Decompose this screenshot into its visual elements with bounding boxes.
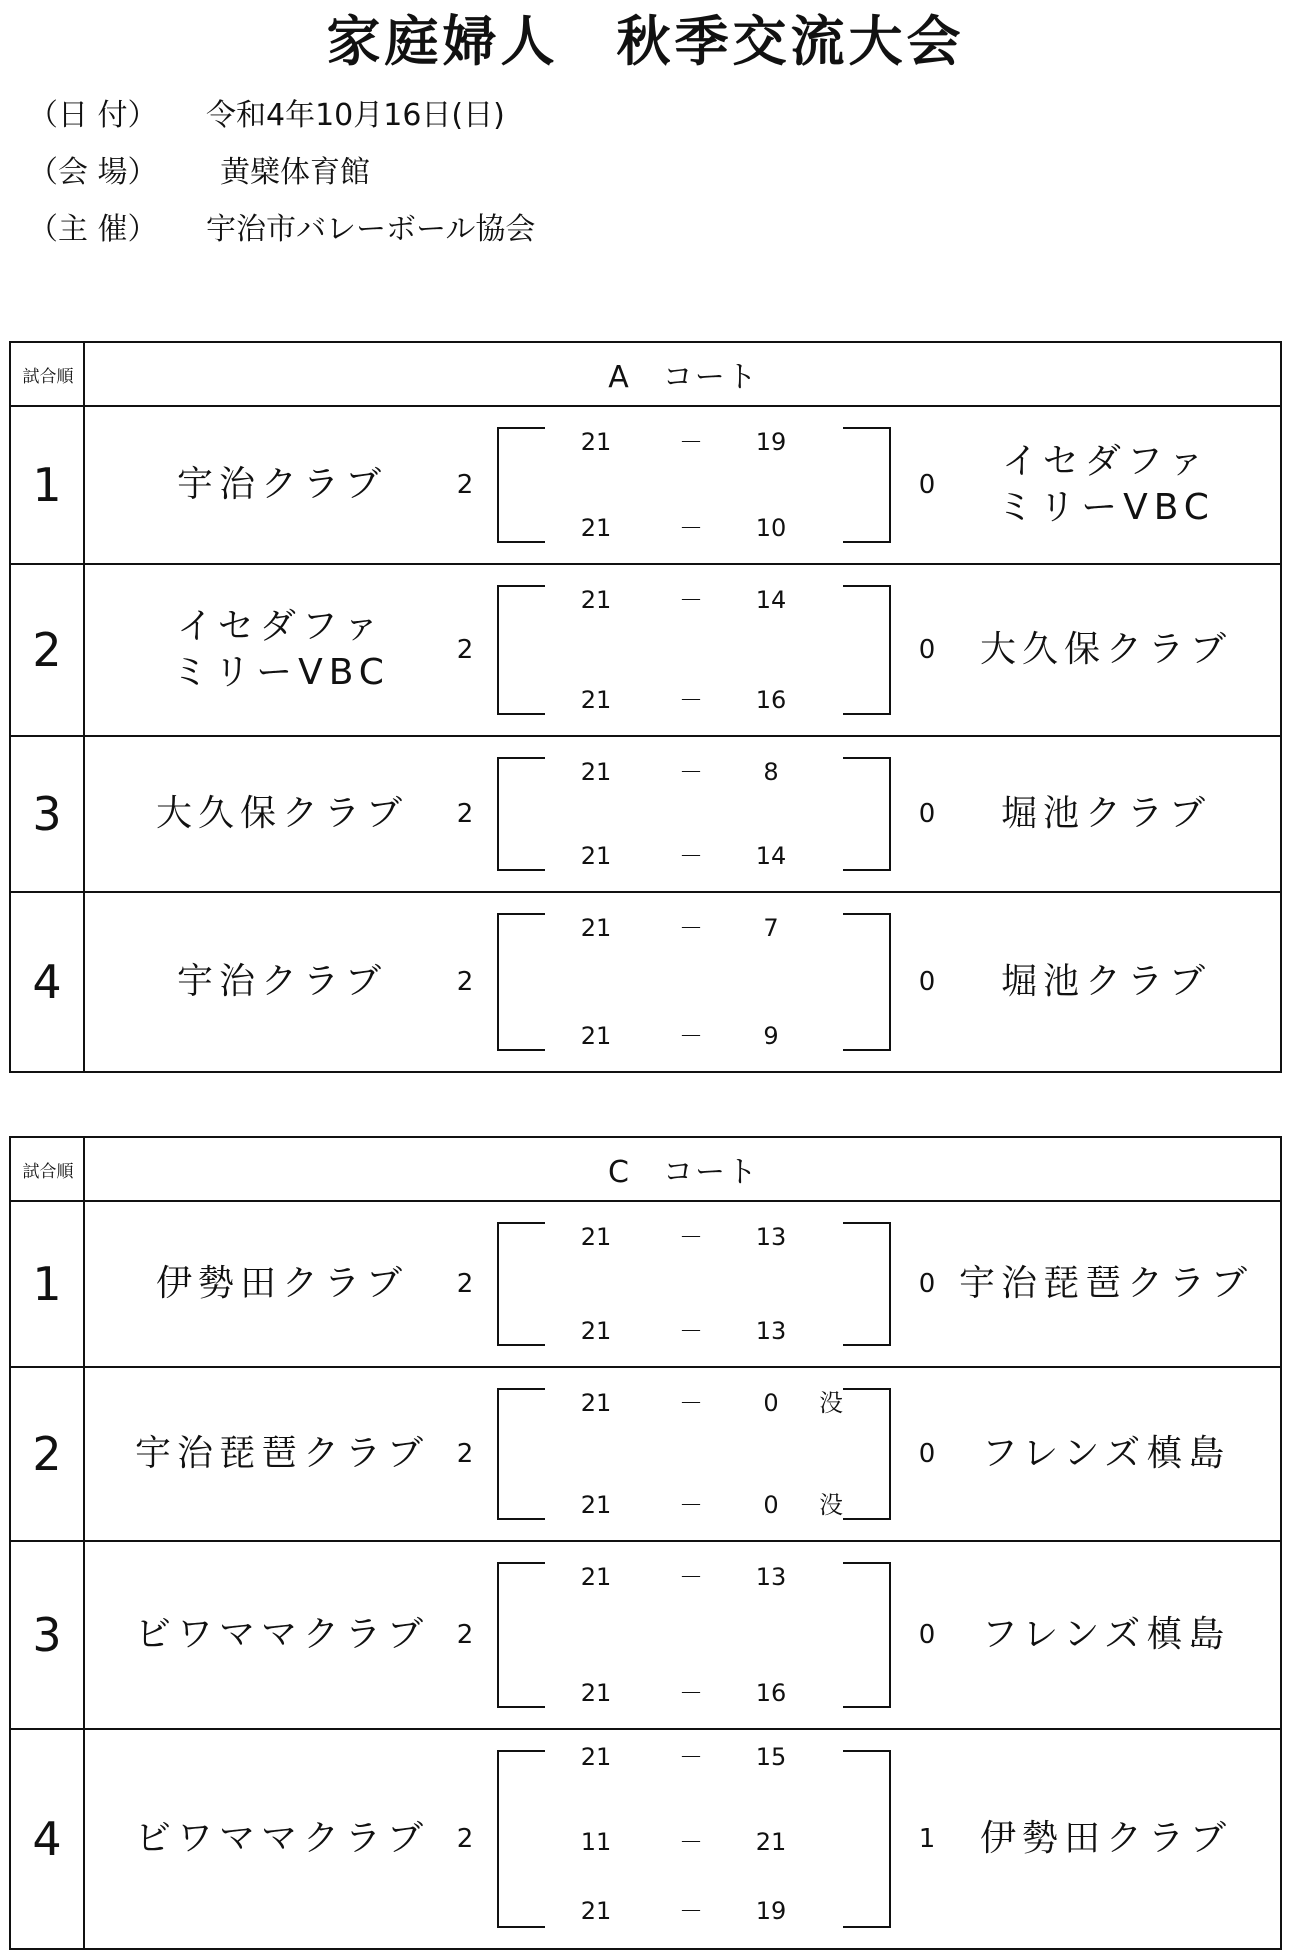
team-left: 大久保クラブ xyxy=(155,793,408,834)
score-left: 11 xyxy=(580,1828,612,1856)
info-date xyxy=(28,96,505,136)
score-left: 21 xyxy=(580,1679,612,1707)
court-header xyxy=(11,343,1280,407)
score-left: 21 xyxy=(580,758,612,786)
match-row xyxy=(11,407,1280,565)
score-dash: － xyxy=(679,1389,703,1417)
page-title: 家庭婦人 秋季交流大会 xyxy=(326,10,965,73)
score-dash: － xyxy=(679,586,703,614)
set-score xyxy=(571,685,871,715)
team-right: イセダファミリーVBC xyxy=(997,441,1215,528)
score-dash: － xyxy=(679,1743,703,1771)
set-score xyxy=(571,1827,871,1857)
score-right: 7 xyxy=(763,914,779,942)
sets-won-right: 0 xyxy=(918,1439,936,1469)
team-right: フレンズ槙島 xyxy=(981,1614,1231,1655)
match-row xyxy=(11,1202,1280,1368)
score-left: 21 xyxy=(580,686,612,714)
sets-won-left: 2 xyxy=(456,635,474,665)
score-dash: － xyxy=(679,1679,703,1707)
sets-won-left: 2 xyxy=(456,1824,474,1854)
team-left: 伊勢田クラブ xyxy=(155,1263,408,1304)
bracket-left xyxy=(497,1562,545,1708)
set-score xyxy=(571,913,871,943)
score-left: 21 xyxy=(580,1317,612,1345)
score-dash: － xyxy=(679,1491,703,1519)
score-right: 13 xyxy=(755,1223,787,1251)
order-column-label: 試合順 xyxy=(22,366,74,387)
match-order: 2 xyxy=(32,1427,62,1481)
score-dash: － xyxy=(679,514,703,542)
score-left: 21 xyxy=(580,914,612,942)
bracket-left xyxy=(497,1388,545,1520)
score-note: 没 xyxy=(819,1389,843,1417)
match-row xyxy=(11,565,1280,737)
sets-won-left: 2 xyxy=(456,1439,474,1469)
score-dash: － xyxy=(679,1897,703,1925)
sets-won-left: 2 xyxy=(456,470,474,500)
set-score xyxy=(571,1678,871,1708)
score-right: 21 xyxy=(755,1828,787,1856)
set-score xyxy=(571,1021,871,1051)
score-left: 21 xyxy=(580,1491,612,1519)
set-score xyxy=(571,1222,871,1252)
score-left: 21 xyxy=(580,1389,612,1417)
team-right: 伊勢田クラブ xyxy=(979,1818,1232,1859)
info-host xyxy=(28,210,535,250)
team-left: ビワママクラブ xyxy=(134,1614,429,1655)
sets-won-left: 2 xyxy=(456,799,474,829)
info-value: 宇治市バレーボール協会 xyxy=(206,212,536,247)
team-left: 宇治クラブ xyxy=(176,961,387,1002)
team-right: 堀池クラブ xyxy=(1000,793,1211,834)
score-dash: － xyxy=(679,1317,703,1345)
score-left: 21 xyxy=(580,1022,612,1050)
sets-won-right: 0 xyxy=(918,799,936,829)
match-order: 4 xyxy=(32,955,62,1009)
score-right: 19 xyxy=(755,428,787,456)
sets-won-right: 0 xyxy=(918,967,936,997)
match-row xyxy=(11,1730,1280,1948)
set-score xyxy=(571,427,871,457)
match-row xyxy=(11,1542,1280,1730)
match-order: 2 xyxy=(32,623,62,677)
score-right: 0 xyxy=(763,1389,779,1417)
score-dash: － xyxy=(679,1022,703,1050)
set-score xyxy=(571,1388,871,1418)
set-score xyxy=(571,757,871,787)
sets-won-right: 0 xyxy=(918,470,936,500)
match-order: 3 xyxy=(32,787,62,841)
info-venue xyxy=(28,153,370,193)
score-left: 21 xyxy=(580,428,612,456)
bracket-left xyxy=(497,427,545,543)
score-right: 9 xyxy=(763,1022,779,1050)
match-order: 4 xyxy=(32,1812,62,1866)
score-right: 10 xyxy=(755,514,787,542)
score-note: 没 xyxy=(819,1491,843,1519)
score-right: 8 xyxy=(763,758,779,786)
info-value: 令和4年10月16日(日) xyxy=(206,98,505,133)
score-dash: － xyxy=(679,428,703,456)
score-dash: － xyxy=(679,686,703,714)
court-header xyxy=(11,1138,1280,1202)
score-right: 19 xyxy=(755,1897,787,1925)
match-row xyxy=(11,1368,1280,1542)
team-right: フレンズ槙島 xyxy=(981,1433,1231,1474)
score-left: 21 xyxy=(580,1743,612,1771)
court-c-table xyxy=(9,1136,1282,1950)
score-dash: － xyxy=(679,914,703,942)
score-right: 13 xyxy=(755,1563,787,1591)
team-left: イセダファミリーVBC xyxy=(172,606,390,693)
score-left: 21 xyxy=(580,1223,612,1251)
info-label: （主 催） xyxy=(28,212,158,247)
score-left: 21 xyxy=(580,514,612,542)
set-score xyxy=(571,1742,871,1772)
score-left: 21 xyxy=(580,1897,612,1925)
bracket-left xyxy=(497,757,545,871)
match-row xyxy=(11,893,1280,1071)
set-score xyxy=(571,1562,871,1592)
order-column-label: 試合順 xyxy=(22,1161,74,1182)
sets-won-left: 2 xyxy=(456,1269,474,1299)
bracket-left xyxy=(497,1222,545,1346)
team-right: 宇治琵琶クラブ xyxy=(958,1263,1253,1304)
score-right: 14 xyxy=(755,586,787,614)
bracket-left xyxy=(497,913,545,1051)
sets-won-right: 0 xyxy=(918,1269,936,1299)
team-left: ビワママクラブ xyxy=(134,1818,429,1859)
score-left: 21 xyxy=(580,586,612,614)
score-dash: － xyxy=(679,758,703,786)
set-score xyxy=(571,1896,871,1926)
set-score xyxy=(571,1316,871,1346)
info-value: 黄檗体育館 xyxy=(220,155,370,190)
team-left: 宇治琵琶クラブ xyxy=(134,1433,429,1474)
court-a-table xyxy=(9,341,1282,1073)
score-left: 21 xyxy=(580,1563,612,1591)
set-score xyxy=(571,1490,871,1520)
score-right: 0 xyxy=(763,1491,779,1519)
court-name: C コート xyxy=(608,1155,759,1190)
info-label: （日 付） xyxy=(28,98,158,133)
score-right: 15 xyxy=(755,1743,787,1771)
sets-won-left: 2 xyxy=(456,967,474,997)
score-right: 13 xyxy=(755,1317,787,1345)
match-order: 1 xyxy=(32,1257,62,1311)
match-row xyxy=(11,737,1280,893)
score-right: 16 xyxy=(755,686,787,714)
set-score xyxy=(571,585,871,615)
sets-won-right: 0 xyxy=(918,635,936,665)
sets-won-left: 2 xyxy=(456,1620,474,1650)
team-left: 宇治クラブ xyxy=(176,464,387,505)
team-right: 大久保クラブ xyxy=(979,629,1232,670)
score-left: 21 xyxy=(580,842,612,870)
set-score xyxy=(571,841,871,871)
score-right: 14 xyxy=(755,842,787,870)
set-score xyxy=(571,513,871,543)
match-order: 3 xyxy=(32,1608,62,1662)
score-dash: － xyxy=(679,1223,703,1251)
score-dash: － xyxy=(679,1828,703,1856)
match-order: 1 xyxy=(32,458,62,512)
score-dash: － xyxy=(679,842,703,870)
sets-won-right: 1 xyxy=(918,1824,936,1854)
bracket-left xyxy=(497,1750,545,1928)
score-right: 16 xyxy=(755,1679,787,1707)
team-right: 堀池クラブ xyxy=(1000,961,1211,1002)
sets-won-right: 0 xyxy=(918,1620,936,1650)
bracket-left xyxy=(497,585,545,715)
info-label: （会 場） xyxy=(28,155,158,190)
court-name: A コート xyxy=(608,360,759,395)
score-dash: － xyxy=(679,1563,703,1591)
